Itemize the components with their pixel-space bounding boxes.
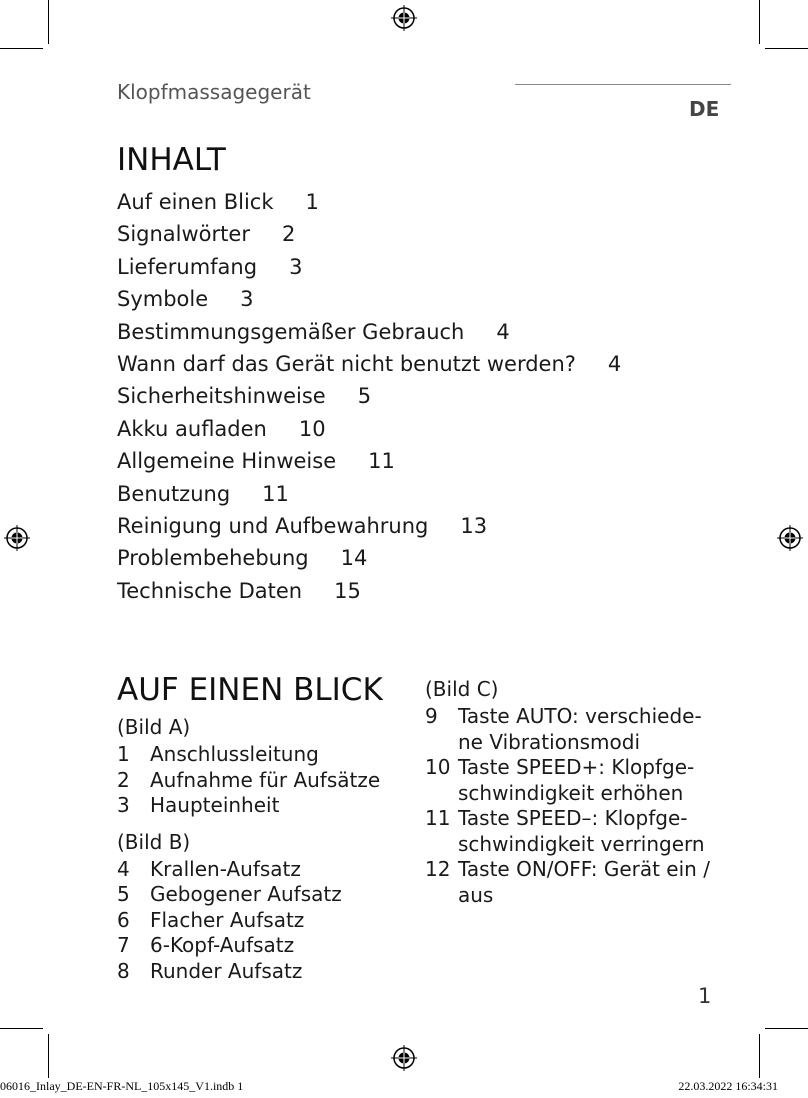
figure-label: (Bild A) <box>117 715 191 739</box>
crop-mark-bottom-right-h <box>765 1028 808 1029</box>
toc-entry-label: Symbole <box>117 287 209 312</box>
item-number: 6 <box>117 907 130 932</box>
toc-entry[interactable] <box>117 251 621 283</box>
list-item <box>117 768 417 794</box>
figure-label: (Bild B) <box>117 829 191 854</box>
item-number: 5 <box>117 882 130 906</box>
crop-mark-top-left-h <box>0 48 43 49</box>
toc-entry-label: Auf einen Blick <box>117 190 274 214</box>
toc-list <box>117 186 621 607</box>
toc-entry[interactable] <box>117 542 621 574</box>
crop-mark-top-right-v <box>759 0 760 44</box>
toc-entry[interactable] <box>117 575 621 607</box>
registration-mark-icon <box>391 5 417 31</box>
item-text: Anschlussleitung <box>150 742 319 766</box>
list-item <box>117 933 417 959</box>
toc-entry-label: Bestimmungsgemäßer Gebrauch <box>117 319 465 344</box>
parts-list-b <box>117 857 417 985</box>
list-item <box>425 857 725 908</box>
item-text: Flacher Aufsatz <box>150 907 305 932</box>
toc-entry-label: Sicherheitshinweise <box>117 384 326 409</box>
toc-entry-label: Technische Daten <box>117 578 303 603</box>
crop-mark-bottom-right-v <box>759 1034 760 1078</box>
item-number: 10 <box>425 755 451 779</box>
toc-entry[interactable] <box>117 510 621 542</box>
toc-entry-page: 4 <box>496 319 510 344</box>
toc-entry-page: 13 <box>460 513 488 538</box>
item-text: 6-Kopf-Aufsatz <box>150 933 295 957</box>
item-text: Klopfge-schwindigkeit erhöhen <box>458 755 695 805</box>
toc-entry-label: Allgemeine Hinweise <box>117 449 337 474</box>
item-key: Taste SPEED+: <box>458 755 606 779</box>
toc-entry[interactable] <box>117 316 621 348</box>
toc-entry[interactable] <box>117 218 621 250</box>
item-number: 4 <box>117 856 130 881</box>
item-number: 3 <box>117 793 130 817</box>
page-number: 1 <box>698 984 712 1008</box>
parts-column-left <box>117 712 417 992</box>
figure-label: (Bild C) <box>425 677 499 701</box>
item-key: Taste SPEED–: <box>458 806 599 830</box>
toc-entry[interactable] <box>117 445 621 477</box>
item-text: Runder Aufsatz <box>150 958 303 983</box>
toc-entry-page: 11 <box>262 481 289 506</box>
item-number: 9 <box>425 704 438 728</box>
toc-entry-page: 3 <box>289 254 303 279</box>
crop-mark-top-left-v <box>48 0 49 44</box>
crop-mark-bottom-left-v <box>48 1034 49 1078</box>
toc-entry-page: 2 <box>281 222 296 247</box>
toc-entry-page: 11 <box>368 449 395 474</box>
list-item <box>117 742 417 768</box>
toc-entry-page: 4 <box>607 351 622 376</box>
registration-mark-icon <box>391 1045 417 1071</box>
toc-entry[interactable] <box>117 348 621 380</box>
slug-date: 22.03.2022 16:34:31 <box>678 1079 778 1093</box>
toc-entry[interactable] <box>117 478 621 510</box>
item-text: Haupteinheit <box>150 793 280 817</box>
toc-entry-label: Signalwörter <box>117 222 250 247</box>
header-rule <box>515 84 731 85</box>
toc-entry-label: Akku aufladen <box>117 416 267 441</box>
item-key: Taste ON/OFF: <box>458 857 598 881</box>
item-text: Gerät ein / aus <box>458 857 710 907</box>
list-item <box>117 857 417 883</box>
parts-list-a <box>117 742 417 819</box>
slug-file: 06016_Inlay_DE-EN-FR-NL_105x145_V1.indb 1 <box>0 1079 244 1093</box>
item-number: 8 <box>117 958 130 983</box>
toc-entry[interactable] <box>117 186 621 218</box>
toc-entry-page: 10 <box>298 416 326 441</box>
item-text: Gebogener Aufsatz <box>150 882 342 906</box>
item-number: 7 <box>117 933 130 957</box>
header-product-name: Klopfmassagegerät <box>117 80 311 104</box>
parts-list-c <box>425 704 725 908</box>
crop-mark-top-right-h <box>765 48 808 49</box>
toc-entry-page: 14 <box>340 546 368 571</box>
toc-entry-page: 5 <box>357 384 372 409</box>
toc-entry[interactable] <box>117 380 621 412</box>
toc-entry[interactable] <box>117 283 621 315</box>
toc-title: INHALT <box>117 142 226 178</box>
registration-mark-icon <box>777 525 803 551</box>
list-item <box>117 793 417 819</box>
item-number: 1 <box>117 742 130 766</box>
crop-mark-bottom-left-h <box>0 1028 43 1029</box>
item-key: Taste AUTO: <box>458 704 579 728</box>
toc-entry-page: 3 <box>240 287 254 312</box>
toc-entry-page: 1 <box>305 190 319 214</box>
item-text: Klopfge-schwindigkeit verringern <box>458 806 705 856</box>
language-tag: DE <box>689 97 720 121</box>
item-text: Aufnahme für Aufsätze <box>150 767 381 792</box>
list-item <box>425 755 725 806</box>
list-item <box>117 959 417 985</box>
item-number: 2 <box>117 767 130 792</box>
registration-mark-icon <box>4 525 30 551</box>
list-item <box>425 806 725 857</box>
item-text: verschiede-ne Vibrationsmodi <box>458 704 702 754</box>
toc-entry-label: Lieferumfang <box>117 254 258 279</box>
item-text: Krallen-Aufsatz <box>150 856 301 881</box>
toc-entry-label: Reinigung und Aufbewahrung <box>117 513 429 538</box>
toc-entry-page: 15 <box>334 578 361 603</box>
toc-entry-label: Benutzung <box>117 481 231 506</box>
item-number: 11 <box>425 806 451 830</box>
list-item <box>117 908 417 934</box>
list-item <box>425 704 725 755</box>
toc-entry-label: Wann darf das Gerät nicht benutzt werden? <box>117 351 576 376</box>
toc-entry[interactable] <box>117 413 621 445</box>
list-item <box>117 882 417 908</box>
parts-column-right <box>425 674 725 916</box>
item-number: 12 <box>425 857 451 881</box>
section-title: AUF EINEN BLICK <box>117 672 383 708</box>
toc-entry-label: Problembehebung <box>117 546 309 571</box>
